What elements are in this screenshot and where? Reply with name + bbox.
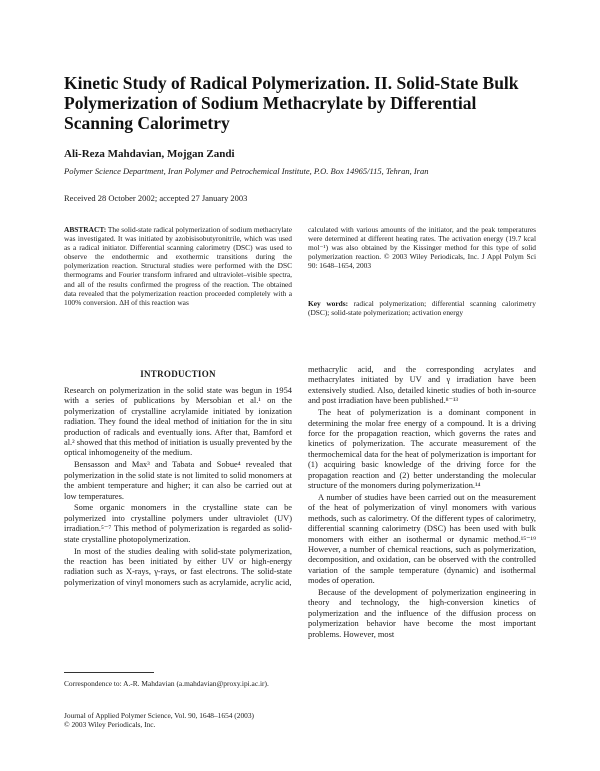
copyright-line: © 2003 Wiley Periodicals, Inc. [64,720,156,729]
footnote-rule [64,672,154,673]
author-list: Ali-Reza Mahdavian, Mojgan Zandi [64,148,235,160]
paragraph: The heat of polymerization is a dominant component in determining the molar free energy of a compound. It is a driving force for the propagation reaction, which governs the rates and kinetics of polymerization. The accurate measurement of the thermochemical data for the heat of polymerization is important for (1) acquiring basic knowledge of the driving force for the propagation reaction and (2) better understanding the molecular structure of the monomers during polymerization.¹⁴ [308,408,536,490]
keywords-label: Key words: [308,299,349,308]
paragraph: Bensasson and Max³ and Tabata and Sobue⁴ revealed that polymerization in the solid state is not limited to solid monomers at the ambient temperature and higher; it can also be carried out at low temperatures. [64,460,292,501]
abstract-left [64,225,292,307]
abstract-right: calculated with various amounts of the initiator, and the peak temperatures were determined at different heating rates. The activation energy (19.7 kcal mol⁻¹) was also obtained by the Kissinger method for this type of solid polymerization reaction. © 2003 Wiley Periodicals, Inc. J Appl Polym Sci 90: 1648–1654, 2003 [308,225,536,271]
journal-citation: Journal of Applied Polymer Science, Vol. 90, 1648–1654 (2003) [64,711,255,720]
paragraph: A number of studies have been carried out on the measurement of the heat of polymerization of vinyl monomers with various methods, such as calorimetry. Of the different types of calorimetry, differential scanning calorimetry (DSC) has been used with bulk monomers with either an isothermal or dynamic method.¹⁵⁻¹⁹ However, a number of chemical reactions, such as polymerization, decomposition, and oxidation, can be observed with the controlled variation of the sample temperature (dynamic) and isothermal modes of operation. [308,492,536,586]
affiliation: Polymer Science Department, Iran Polymer and Petrochemical Institute, P.O. Box 14965/115, Tehran, Iran [64,166,429,176]
body-column-left [64,386,292,590]
paragraph: Because of the development of polymerization engineering in theory and technology, the high-conversion kinetics of polymerization and the influence of the diffusion process on polymerization behavior have become the most important problems. However, most [308,588,536,639]
body-column-right [308,365,536,642]
paragraph: In most of the studies dealing with solid-state polymerization, the reaction has been initiated by either UV or high-energy radiation such as X-rays, γ-rays, or fast electrons. The solid-state polymerization of vinyl monomers such as acrylamide, acrylic acid, [64,546,292,587]
keywords-text: radical polymerization; differential scanning calorimetry (DSC); solid-state polymerization; activation energy [308,299,536,318]
abstract-label: ABSTRACT: [64,225,107,234]
correspondence-note: Correspondence to: A.-R. Mahdavian (a.mahdavian@proxy.ipi.ac.ir). [64,679,269,688]
journal-info [64,711,304,729]
keywords [308,299,536,317]
section-heading-introduction: INTRODUCTION [140,369,216,379]
abstract-text-left: The solid-state radical polymerization of sodium methacrylate was investigated. It was initiated by azobisisobutyronitrile, which was used as a radical initiator. Differential scanning calorimetry (DSC) was used to observe the endothermic and exothermic transitions during the polymerization reaction. Structural studies were performed with the DSC thermograms and Fourier transform infrared and ultraviolet–visible spectra, and all of the results confirmed the progress of the reaction. The obtained data revealed that the polymerization reaction proceeded completely with a 100% conversion. ΔH of this reaction was [64,225,292,307]
received-dates: Received 28 October 2002; accepted 27 January 2003 [64,193,248,203]
paragraph: Research on polymerization in the solid state was begun in 1954 with a series of publications by Mersobian et al.¹ on the polymerization of crystalline acrylamide initiated by ionization radiation. They found the ideal method of initiation for the in situ production of radicals and eventually ions. After that, Bamford et al.² showed that this method of initiation is usually prevented by the optical inhomogeneity of the medium. [64,386,292,458]
paragraph: methacrylic acid, and the corresponding acrylates and methacrylates initiated by UV and γ irradiation have been extensively studied. Also, detailed kinetic studies of both in-source and post irradiation have been published.⁸⁻¹³ [308,365,536,406]
paragraph: Some organic monomers in the crystalline state can be polymerized into crystalline polymers under ultraviolet (UV) irradiation.⁵⁻⁷ This method of polymerization is regarded as solid-state crystalline photopolymerization. [64,503,292,544]
paper-title: Kinetic Study of Radical Polymerization. II. Solid-State Bulk Polymerization of Sodium Methacrylate by Differential Scanning Calorimetry [64,73,519,133]
